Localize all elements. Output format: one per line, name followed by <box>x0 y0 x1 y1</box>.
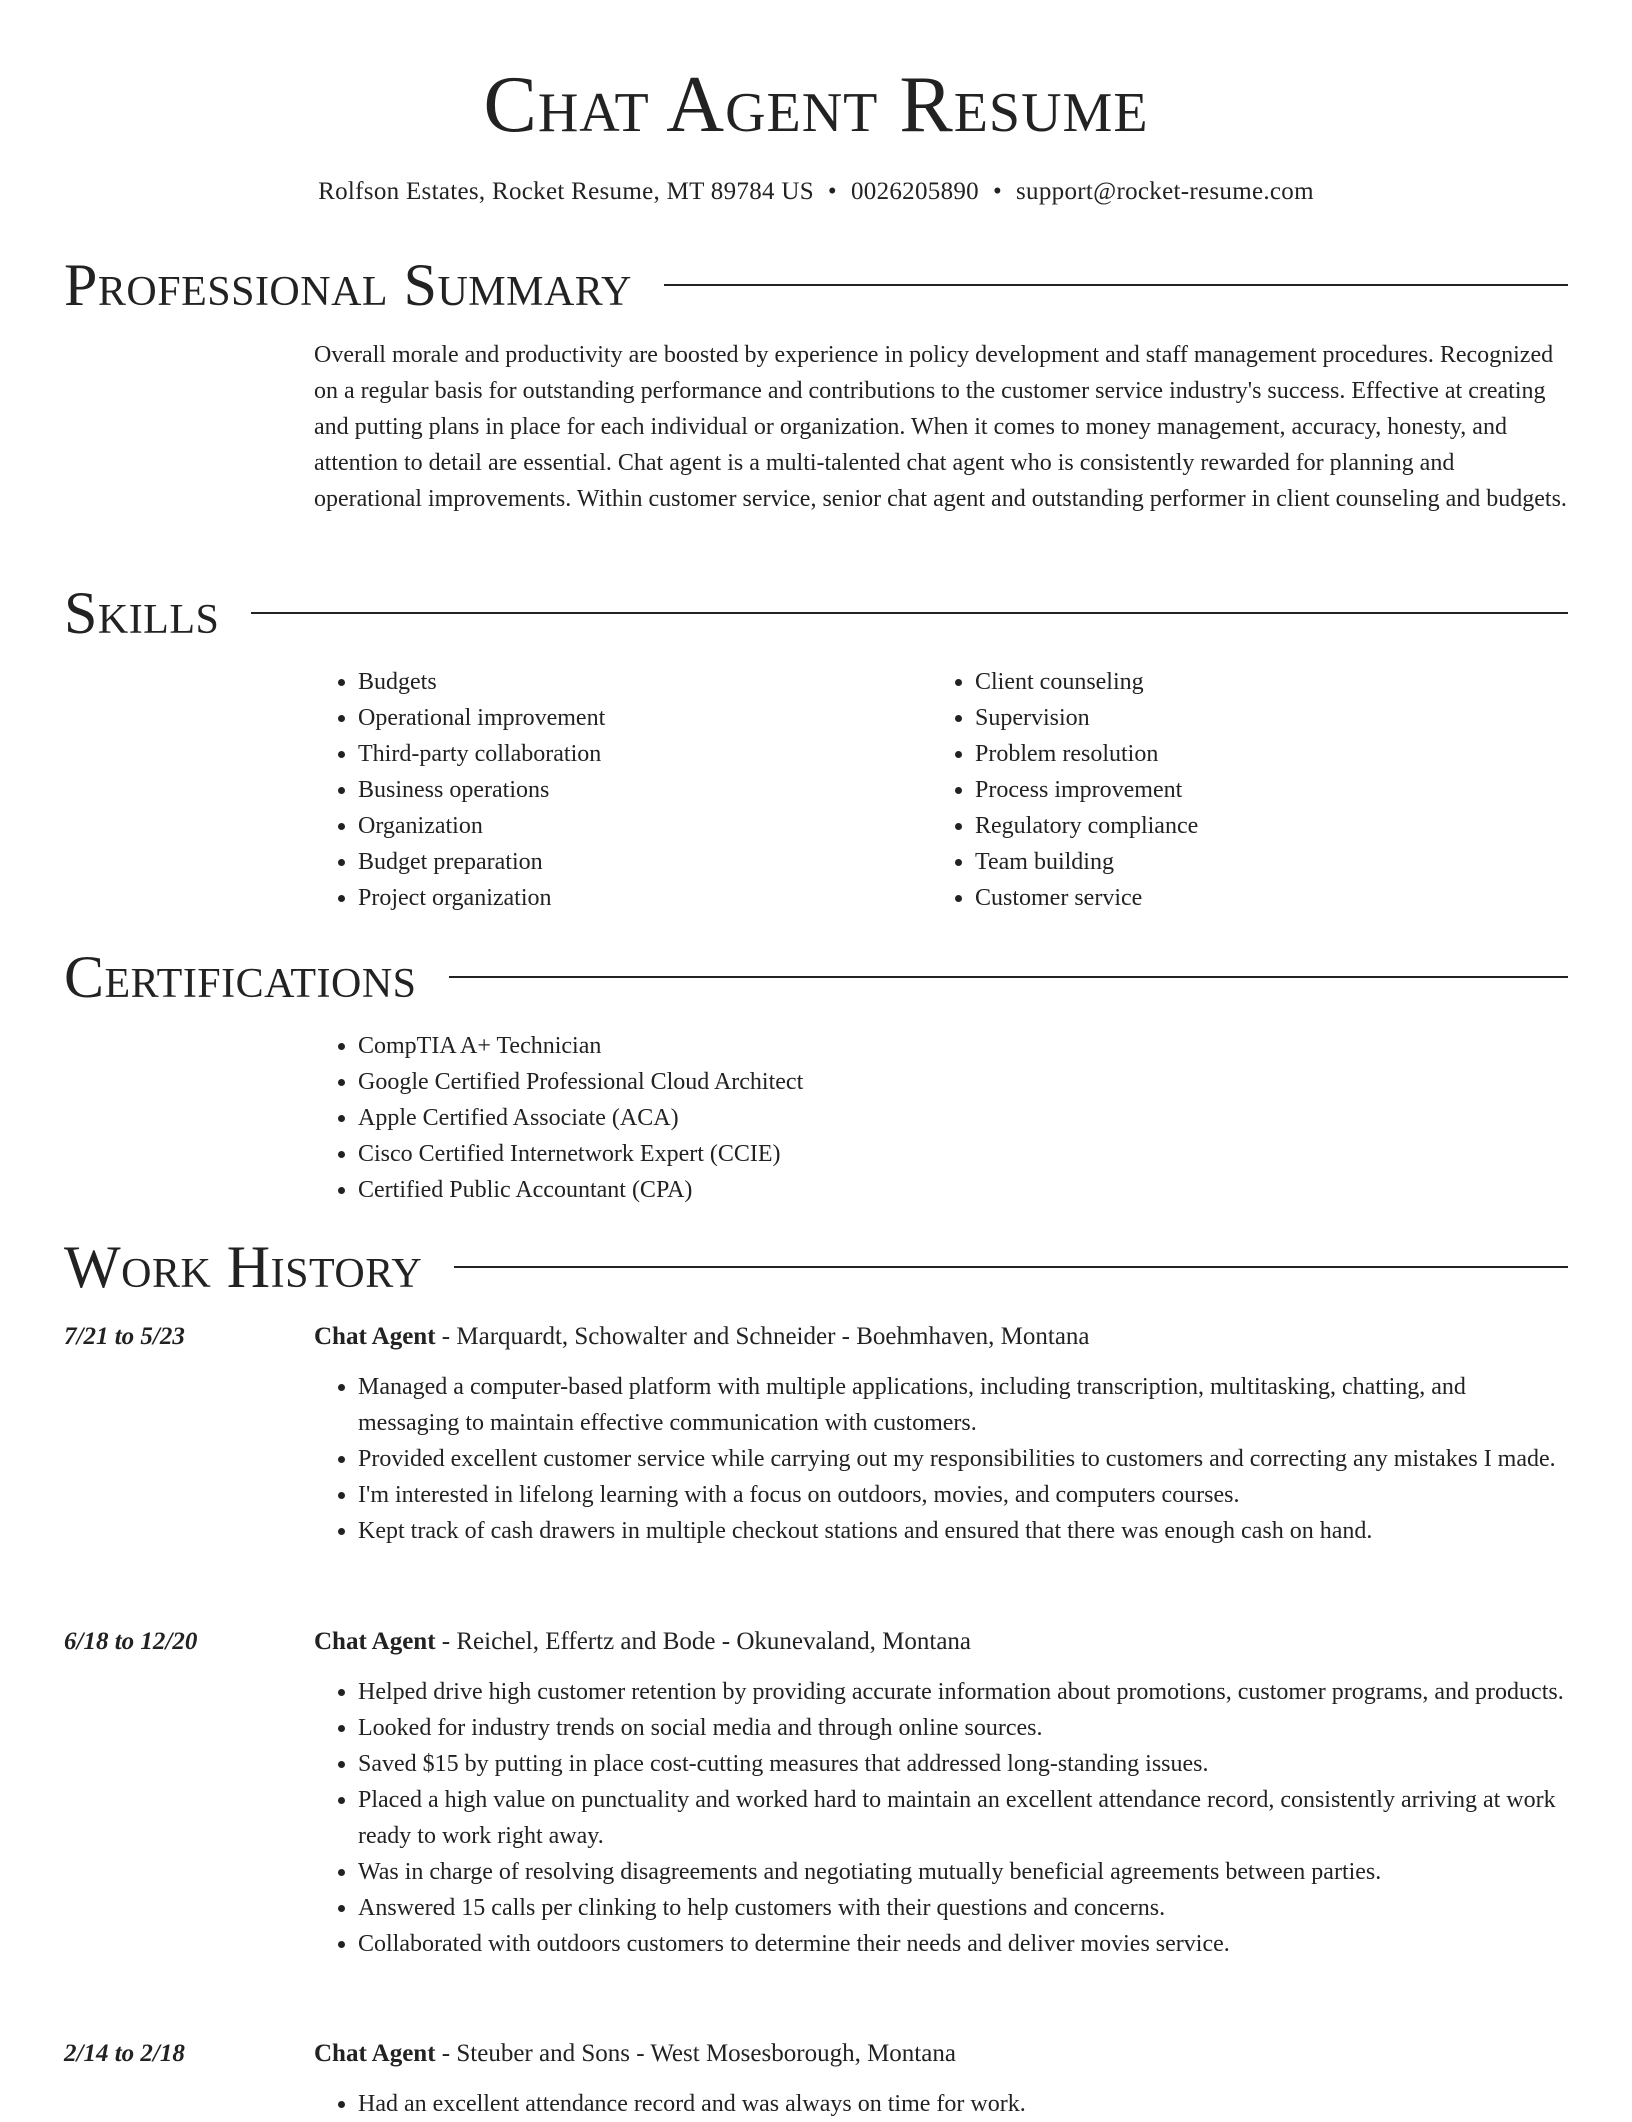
phone: 0026205890 <box>850 178 979 205</box>
job-bullet: • Provided excellent customer service while carrying out my responsibilities to customers and correcting any mistakes I made. <box>358 1441 1568 1477</box>
job-title: Chat Agent <box>314 1628 436 1655</box>
certifications-heading: Certifications <box>64 944 417 1010</box>
job-bullet: • Looked for industry trends on social media and through online sources. <box>358 1710 1568 1746</box>
certifications-section-header <box>64 942 1568 1012</box>
address: Rolfson Estates, Rocket Resume, MT 89784 US <box>318 178 814 205</box>
skill-item: • Process improvement <box>975 772 1531 808</box>
skill-item: • Regulatory compliance <box>975 808 1531 844</box>
job-bullet: • Kept track of cash drawers in multiple checkout stations and ensured that there was enough cash on hand. <box>358 1513 1568 1549</box>
job-heading <box>314 2036 1568 2072</box>
certification-item: • CompTIA A+ Technician <box>358 1028 1568 1064</box>
skill-item: • Budgets <box>358 664 914 700</box>
section-rule <box>449 976 1568 978</box>
skill-item: • Customer service <box>975 880 1531 916</box>
skill-item: • Third-party collaboration <box>358 736 914 772</box>
summary-section-header <box>64 250 1568 320</box>
skills-section-header <box>64 578 1568 648</box>
skills-column-right <box>931 664 1531 916</box>
certifications-section <box>314 1028 1568 1208</box>
certification-item: • Apple Certified Associate (ACA) <box>358 1100 1568 1136</box>
summary-section <box>314 337 1568 517</box>
skill-item-list <box>314 664 914 916</box>
job-company: - Reichel, Effertz and Bode - Okunevaland, Montana <box>435 1628 972 1655</box>
resume-title: Chat Agent Resume <box>483 61 1149 149</box>
job-heading <box>314 1624 1568 1660</box>
job-bullet: • Was in charge of resolving disagreements and negotiating mutually beneficial agreements between parties. <box>358 1854 1568 1890</box>
skill-item: • Business operations <box>358 772 914 808</box>
section-rule <box>454 1266 1568 1268</box>
job-bullet: • Had an excellent attendance record and was always on time for work. <box>358 2086 1568 2122</box>
summary-text: Overall morale and productivity are boosted by experience in policy development and staff management procedures. Recognized on a regular basis for outstanding performance and contributions to the customer service industry's success. Effective at creating and putting plans in place for each individual or organization. When it comes to money management, accuracy, honesty, and attention to detail are essential. Chat agent is a multi-talented chat agent who is consistently rewarded for planning and operational improvements. Within customer service, senior chat agent and outstanding performer in client counseling and budgets. <box>314 342 1567 512</box>
certification-item: • Google Certified Professional Cloud Architect <box>358 1064 1568 1100</box>
email: support@rocket-resume.com <box>1016 178 1314 205</box>
section-rule <box>251 612 1568 614</box>
work-history-section-header <box>64 1232 1568 1302</box>
skill-item-list <box>931 664 1531 916</box>
job-title: Chat Agent <box>314 2040 436 2067</box>
summary-heading: Professional Summary <box>64 252 632 318</box>
skill-item: • Team building <box>975 844 1531 880</box>
skill-item: • Budget preparation <box>358 844 914 880</box>
job-bullet-list <box>314 1674 1568 1962</box>
contact-separator: • <box>827 178 837 205</box>
certification-item: • Cisco Certified Internetwork Expert (CCIE) <box>358 1136 1568 1172</box>
job-company: - Marquardt, Schowalter and Schneider - Boehmhaven, Montana <box>435 1323 1090 1350</box>
skill-item: • Problem resolution <box>975 736 1531 772</box>
job-bullet: • Helped drive high customer retention by providing accurate information about promotions, customer programs, and products. <box>358 1674 1568 1710</box>
job-bullet-list <box>314 2086 1568 2122</box>
skill-item: • Client counseling <box>975 664 1531 700</box>
skill-item: • Organization <box>358 808 914 844</box>
skills-heading: Skills <box>64 580 220 646</box>
job-bullet: • Answered 15 calls per clinking to help customers with their questions and concerns. <box>358 1890 1568 1926</box>
job-dates: 2/14 to 2/18 <box>64 2040 185 2067</box>
skill-item: • Project organization <box>358 880 914 916</box>
job-dates: 7/21 to 5/23 <box>64 1323 185 1350</box>
skill-item: • Supervision <box>975 700 1531 736</box>
job-bullet: • Saved $15 by putting in place cost-cutting measures that addressed long-standing issues. <box>358 1746 1568 1782</box>
job-bullet: • I'm interested in lifelong learning with a focus on outdoors, movies, and computers courses. <box>358 1477 1568 1513</box>
certification-item: • Certified Public Accountant (CPA) <box>358 1172 1568 1208</box>
certification-item-list <box>314 1028 1568 1208</box>
job-bullet: • Collaborated with outdoors customers to determine their needs and deliver movies service. <box>358 1926 1568 1962</box>
job-bullet: • Placed a high value on punctuality and worked hard to maintain an excellent attendance record, consistently arriving at work ready to work right away. <box>358 1782 1568 1854</box>
skill-item: • Operational improvement <box>358 700 914 736</box>
job-company: - Steuber and Sons - West Mosesborough, Montana <box>435 2040 956 2067</box>
section-rule <box>664 284 1568 286</box>
job-heading <box>314 1319 1568 1355</box>
job-dates: 6/18 to 12/20 <box>64 1628 198 1655</box>
contact-separator: • <box>992 178 1003 205</box>
skills-column-left <box>314 664 914 916</box>
contact-line <box>0 174 1632 210</box>
job-bullet-list <box>314 1369 1568 1549</box>
skills-section <box>314 664 1568 924</box>
job-bullet: • Managed a computer-based platform with multiple applications, including transcription, multitasking, chatting, and messaging to maintain effective communication with customers. <box>358 1369 1568 1441</box>
job-title: Chat Agent <box>314 1323 436 1350</box>
work-history-heading: Work History <box>64 1234 423 1300</box>
